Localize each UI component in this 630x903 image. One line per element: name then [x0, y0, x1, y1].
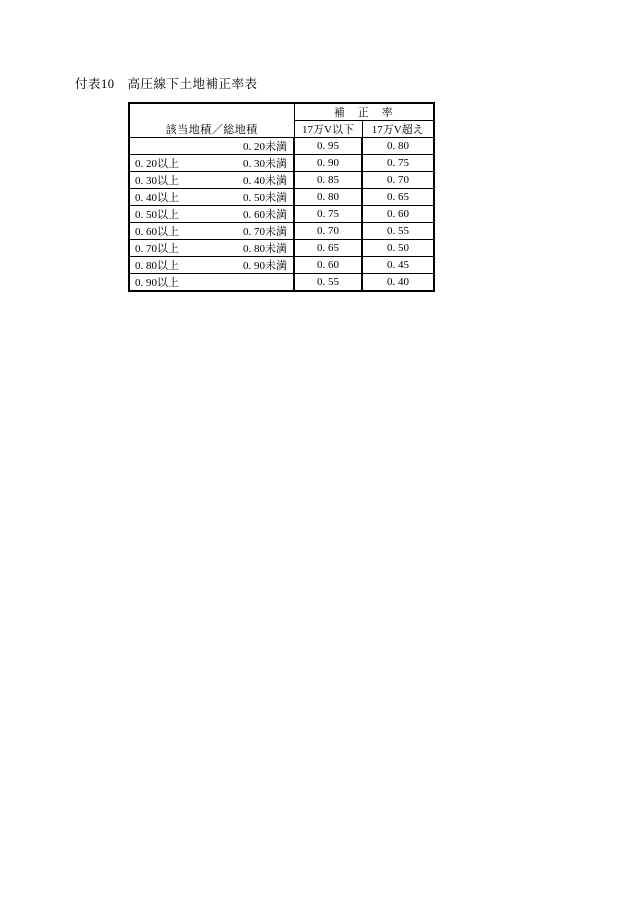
rate-under-17-value: 0. 65 — [294, 240, 362, 257]
ratio-range-wrap — [130, 223, 293, 239]
range-from-label: 0. 40以上 — [135, 192, 179, 204]
rate-over-17-value: 0. 50 — [362, 240, 434, 257]
rate-under-17-value: 0. 95 — [294, 138, 362, 155]
range-from-label: 0. 90以上 — [135, 277, 179, 289]
page-title: 付表10 高圧線下土地補正率表 — [75, 77, 258, 91]
range-to-label: 0. 60未満 — [243, 209, 287, 221]
rate-under-17-value: 0. 90 — [294, 155, 362, 172]
range-from-label: 0. 70以上 — [135, 243, 179, 255]
ratio-range-wrap — [130, 257, 293, 273]
col-header-under-17: 17万V以下 — [294, 121, 362, 138]
ratio-range-wrap — [130, 189, 293, 205]
range-to-label: 0. 80未満 — [243, 243, 287, 255]
table-row — [129, 257, 434, 274]
rate-under-17-value: 0. 85 — [294, 172, 362, 189]
ratio-range-wrap — [130, 155, 293, 171]
range-to-label: 0. 30未満 — [243, 158, 287, 170]
table-header — [129, 103, 434, 138]
ratio-header-cell: 該当地積／総地積 — [129, 103, 294, 138]
ratio-range-wrap — [130, 172, 293, 188]
table-row — [129, 274, 434, 292]
ratio-range-wrap — [130, 138, 293, 154]
range-from-label: 0. 30以上 — [135, 175, 179, 187]
table-row — [129, 138, 434, 155]
ratio-range-cell — [129, 189, 294, 206]
ratio-range-cell — [129, 138, 294, 155]
table-row — [129, 172, 434, 189]
range-from-label: 0. 50以上 — [135, 209, 179, 221]
range-to-label: 0. 90未満 — [243, 260, 287, 272]
ratio-range-wrap — [130, 206, 293, 222]
range-to-label: 0. 50未満 — [243, 192, 287, 204]
rate-over-17-value: 0. 80 — [362, 138, 434, 155]
rate-over-17-value: 0. 40 — [362, 274, 434, 292]
ratio-range-cell — [129, 274, 294, 292]
range-from-label: 0. 20以上 — [135, 158, 179, 170]
ratio-range-cell — [129, 155, 294, 172]
col-header-over-17: 17万V超え — [362, 121, 434, 138]
rate-over-17-value: 0. 70 — [362, 172, 434, 189]
rate-under-17-value: 0. 75 — [294, 206, 362, 223]
table-row — [129, 155, 434, 172]
table-row — [129, 240, 434, 257]
rate-over-17-value: 0. 65 — [362, 189, 434, 206]
rate-under-17-value: 0. 70 — [294, 223, 362, 240]
ratio-range-wrap — [130, 240, 293, 256]
ratio-range-cell — [129, 223, 294, 240]
table-row — [129, 189, 434, 206]
correction-rate-table — [128, 102, 435, 292]
range-from-label: 0. 60以上 — [135, 226, 179, 238]
table-row — [129, 206, 434, 223]
rate-under-17-value: 0. 80 — [294, 189, 362, 206]
range-to-label: 0. 40未満 — [243, 175, 287, 187]
ratio-range-cell — [129, 172, 294, 189]
range-from-label: 0. 80以上 — [135, 260, 179, 272]
table-body — [129, 138, 434, 292]
rate-header-cell: 補 正 率 — [294, 103, 434, 121]
rate-over-17-value: 0. 45 — [362, 257, 434, 274]
range-to-label: 0. 20未満 — [243, 141, 287, 153]
rate-under-17-value: 0. 60 — [294, 257, 362, 274]
ratio-range-cell — [129, 257, 294, 274]
rate-over-17-value: 0. 55 — [362, 223, 434, 240]
ratio-range-cell — [129, 240, 294, 257]
rate-under-17-value: 0. 55 — [294, 274, 362, 292]
ratio-range-cell — [129, 206, 294, 223]
ratio-range-wrap — [130, 274, 293, 290]
rate-over-17-value: 0. 75 — [362, 155, 434, 172]
rate-over-17-value: 0. 60 — [362, 206, 434, 223]
header-row-1 — [129, 103, 434, 121]
table-row — [129, 223, 434, 240]
range-to-label: 0. 70未満 — [243, 226, 287, 238]
